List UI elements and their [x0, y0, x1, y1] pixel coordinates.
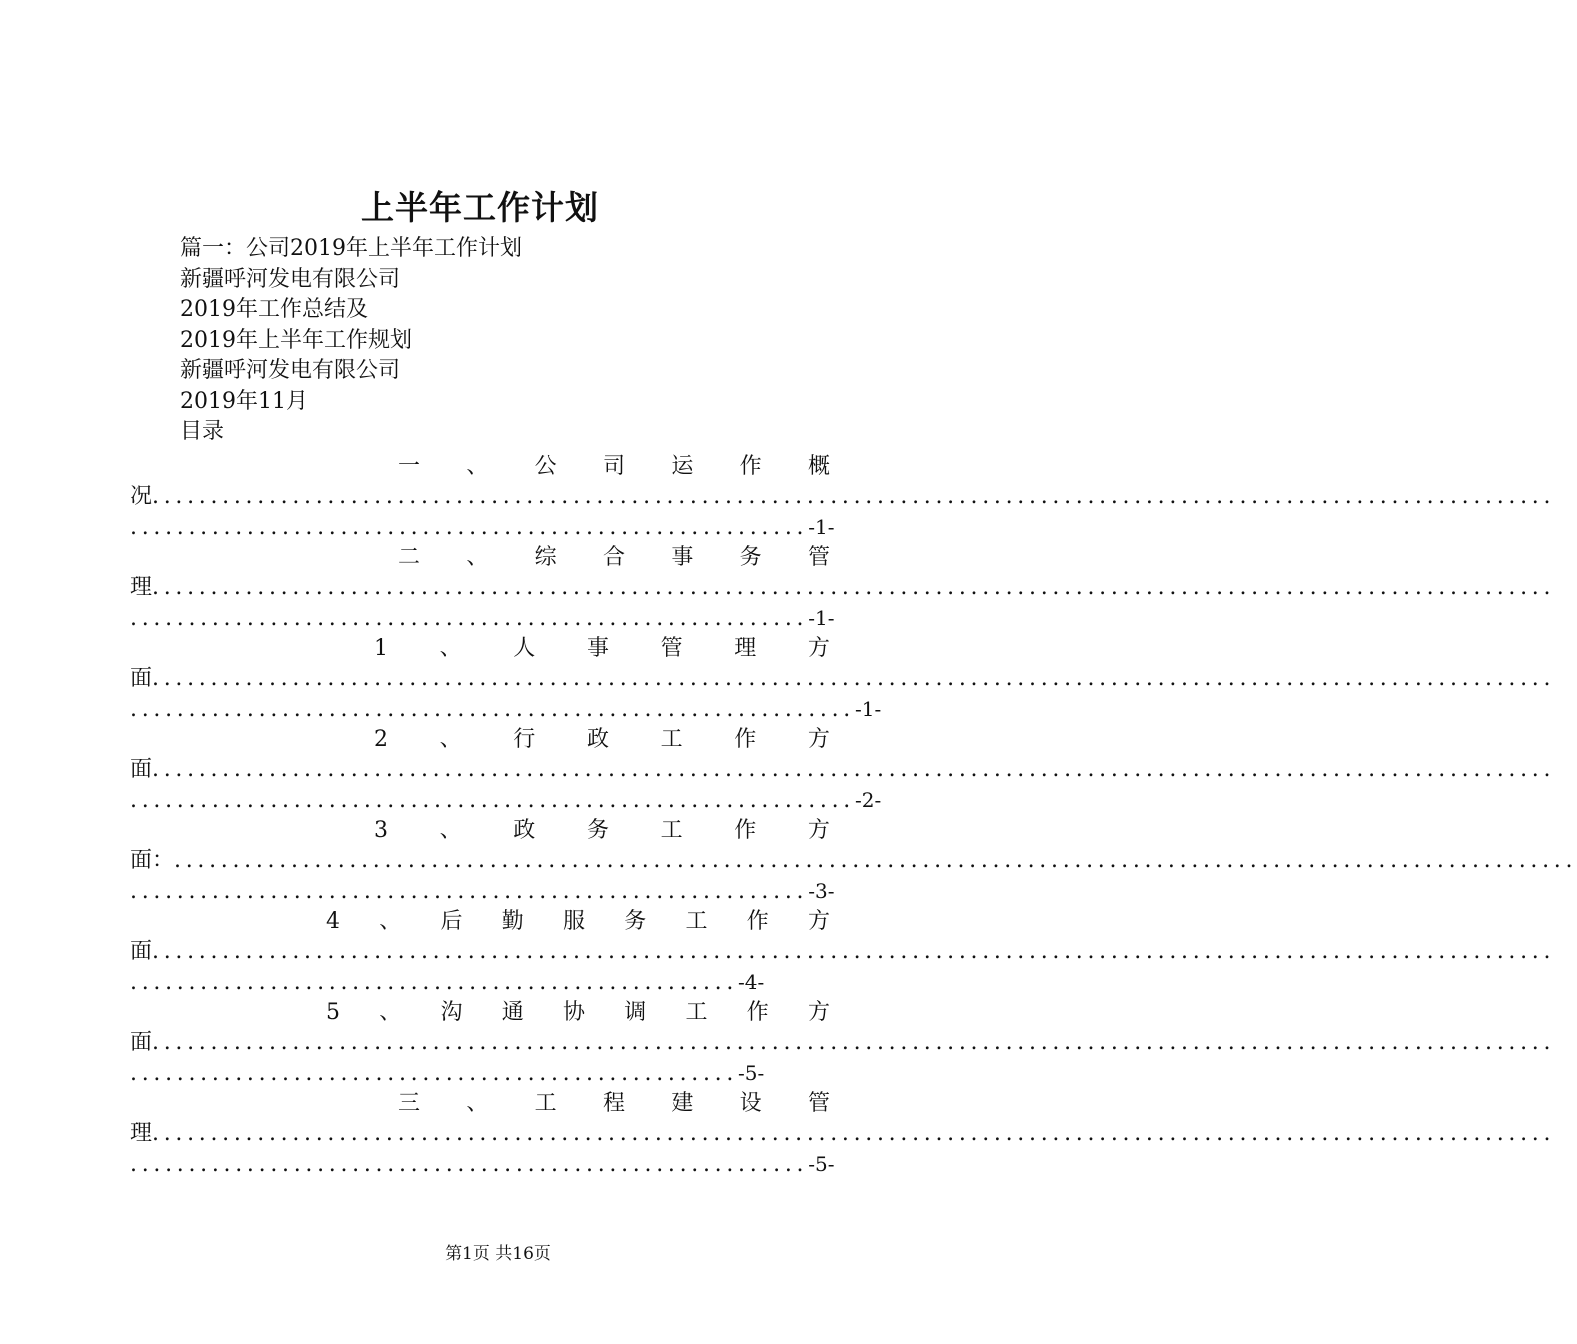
dot-leader: .............................................................. — [130, 788, 855, 813]
toc-title-char: 作 — [734, 818, 757, 843]
toc-page-number: -1- — [854, 697, 882, 721]
toc-title-char: 4 — [326, 909, 340, 934]
toc-title-char: 综 — [534, 545, 557, 570]
toc-title-tail: 理 — [130, 575, 153, 600]
toc-entry-title — [130, 543, 830, 573]
page-footer: 第1页 共16页 — [445, 1244, 551, 1264]
toc-title-char: 运 — [671, 454, 694, 479]
toc-title-char: 勤 — [501, 909, 524, 934]
toc-title-char: 务 — [739, 545, 762, 570]
toc-title-char: 作 — [734, 727, 757, 752]
table-of-contents — [130, 452, 1577, 1180]
dot-leader: .................................................... — [130, 1061, 739, 1086]
toc-title-tail: 面 — [130, 757, 153, 782]
toc-leader-line — [130, 755, 1556, 785]
toc-title-char: 二 — [398, 545, 421, 570]
toc-title-char: 工 — [685, 1000, 708, 1025]
toc-title-char: 、 — [466, 545, 489, 570]
toc-entry-title — [130, 725, 830, 755]
toc-entry — [130, 543, 1556, 634]
intro-block — [180, 234, 522, 448]
toc-title-char: 概 — [807, 454, 830, 479]
toc-title-char: 工 — [660, 818, 683, 843]
toc-entry — [130, 907, 1556, 998]
toc-title-char: 、 — [379, 909, 402, 934]
toc-title-char: 政 — [586, 727, 609, 752]
dot-leader: ........................................................................................................................ — [152, 575, 1556, 600]
toc-leader-line — [130, 694, 882, 725]
toc-title-char: 事 — [671, 545, 694, 570]
toc-title-tail: 面： — [130, 848, 175, 873]
intro-line: 2019年11月 — [180, 388, 308, 414]
toc-leader-line — [130, 937, 1556, 967]
toc-entry — [130, 1089, 1556, 1180]
toc-entry — [130, 816, 1577, 907]
dot-leader: .............................................................. — [130, 697, 855, 722]
toc-page-number: -5- — [738, 1061, 765, 1085]
toc-leader-line — [130, 785, 882, 816]
toc-leader-line — [130, 482, 1556, 512]
toc-leader-line — [130, 1028, 1556, 1058]
toc-title-char: 建 — [671, 1091, 694, 1116]
toc-title-char: 沟 — [440, 1000, 463, 1025]
toc-title-char: 公 — [534, 454, 557, 479]
toc-title-tail: 况 — [130, 484, 153, 509]
toc-title-char: 方 — [807, 1000, 830, 1025]
toc-page-number: -5- — [808, 1152, 835, 1176]
toc-title-char: 方 — [807, 818, 830, 843]
dot-leader: .......................................................... — [130, 879, 809, 904]
dot-leader: ........................................................................................................................ — [174, 848, 1577, 873]
toc-page-number: -1- — [808, 606, 835, 630]
toc-title-tail: 面 — [130, 939, 153, 964]
toc-title-char: 事 — [586, 636, 609, 661]
toc-title-char: 工 — [685, 909, 708, 934]
toc-leader-line — [130, 664, 1556, 694]
toc-title-char: 5 — [326, 1000, 340, 1025]
toc-title-char: 一 — [398, 454, 421, 479]
toc-title-char: 2 — [374, 727, 388, 752]
dot-leader: ........................................................................................................................ — [152, 666, 1556, 691]
toc-page-number: -3- — [808, 879, 835, 903]
toc-title-char: 务 — [624, 909, 647, 934]
toc-title-char: 程 — [602, 1091, 625, 1116]
toc-title-tail: 理 — [130, 1121, 153, 1146]
toc-entry — [130, 452, 1556, 543]
toc-title-char: 作 — [739, 454, 762, 479]
toc-title-char: 方 — [807, 636, 830, 661]
toc-entry-title — [130, 998, 830, 1028]
toc-leader-line — [130, 876, 835, 907]
toc-title-char: 务 — [586, 818, 609, 843]
toc-entry-title — [130, 634, 830, 664]
dot-leader: .......................................................... — [130, 606, 809, 631]
toc-title-char: 合 — [602, 545, 625, 570]
toc-leader-line — [130, 1149, 835, 1180]
toc-title-char: 1 — [374, 636, 388, 661]
dot-leader: ........................................................................................................................ — [152, 1030, 1556, 1055]
document-title: 上半年工作计划 — [361, 188, 599, 227]
toc-leader-line — [130, 846, 1577, 876]
toc-entry-title — [130, 1089, 830, 1119]
toc-heading: 目录 — [180, 419, 225, 444]
toc-leader-line — [130, 1058, 830, 1089]
intro-line: 新疆呼河发电有限公司 — [180, 266, 401, 292]
toc-title-char: 行 — [513, 727, 536, 752]
toc-entry-title — [130, 907, 830, 937]
dot-leader: ........................................................................................................................ — [152, 484, 1556, 509]
toc-title-char: 工 — [534, 1091, 557, 1116]
toc-title-char: 理 — [734, 636, 757, 661]
toc-entry — [130, 998, 1556, 1089]
toc-title-char: 协 — [562, 1000, 585, 1025]
toc-page-number: -4- — [738, 970, 765, 994]
toc-title-char: 管 — [807, 545, 830, 570]
toc-page-number: -2- — [854, 788, 882, 812]
toc-leader-line — [130, 1119, 1556, 1149]
toc-title-tail: 面 — [130, 1030, 153, 1055]
toc-leader-line — [130, 573, 1556, 603]
toc-title-char: 、 — [439, 727, 462, 752]
toc-title-char: 管 — [660, 636, 683, 661]
dot-leader: ........................................................................................................................ — [152, 939, 1556, 964]
intro-line: 篇一：公司2019年上半年工作计划 — [180, 236, 522, 261]
toc-title-char: 三 — [398, 1091, 421, 1116]
toc-title-char: 作 — [746, 1000, 769, 1025]
dot-leader: .................................................... — [130, 970, 739, 995]
toc-title-char: 、 — [466, 454, 489, 479]
dot-leader: ........................................................................................................................ — [152, 1121, 1556, 1146]
toc-entry — [130, 725, 1556, 816]
toc-title-char: 司 — [602, 454, 625, 479]
toc-leader-line — [130, 512, 835, 543]
toc-title-char: 作 — [746, 909, 769, 934]
toc-title-char: 人 — [513, 636, 536, 661]
toc-title-char: 、 — [466, 1091, 489, 1116]
toc-title-char: 方 — [807, 727, 830, 752]
toc-title-char: 、 — [439, 636, 462, 661]
toc-title-char: 工 — [660, 727, 683, 752]
toc-title-char: 后 — [440, 909, 463, 934]
toc-title-char: 、 — [379, 1000, 402, 1025]
toc-title-tail: 面 — [130, 666, 153, 691]
toc-title-char: 3 — [374, 818, 388, 843]
dot-leader: .......................................................... — [130, 1152, 809, 1177]
toc-entry-title — [130, 816, 830, 846]
toc-title-char: 政 — [513, 818, 536, 843]
toc-title-char: 通 — [501, 1000, 524, 1025]
toc-title-char: 、 — [439, 818, 462, 843]
toc-title-char: 服 — [562, 909, 585, 934]
toc-leader-line — [130, 603, 835, 634]
toc-title-char: 设 — [739, 1091, 762, 1116]
intro-line: 2019年工作总结及 — [180, 297, 368, 322]
toc-title-char: 方 — [807, 909, 830, 934]
dot-leader: ........................................................................................................................ — [152, 757, 1556, 782]
toc-title-char: 调 — [624, 1000, 647, 1025]
intro-line: 新疆呼河发电有限公司 — [180, 358, 401, 383]
intro-line: 2019年上半年工作规划 — [180, 327, 412, 353]
toc-entry-title — [130, 452, 830, 482]
toc-entry — [130, 634, 1556, 725]
toc-leader-line — [130, 967, 830, 998]
dot-leader: .......................................................... — [130, 515, 809, 540]
toc-page-number: -1- — [808, 515, 835, 539]
toc-title-char: 管 — [807, 1091, 830, 1116]
